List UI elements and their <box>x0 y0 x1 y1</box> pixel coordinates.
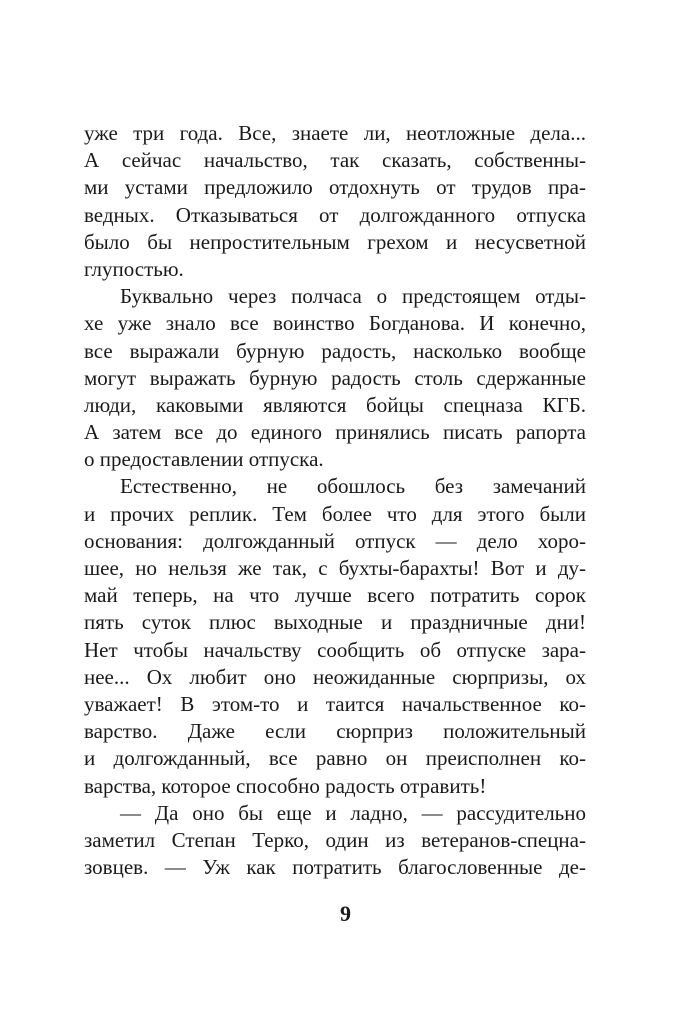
paragraph <box>84 473 586 799</box>
page-text <box>84 120 586 881</box>
text-line: ведных. Отказываться от долгожданного отпуска <box>84 202 586 227</box>
text-line: ми устами предложило отдохнуть от трудов пра- <box>84 175 586 200</box>
text-line: основания: долгожданный отпуск — дело хоро- <box>84 528 586 553</box>
text-line: варство. Даже если сюрприз положительный <box>84 719 586 744</box>
text-line: заметил Степан Терко, один из ветеранов-спецна- <box>84 827 586 852</box>
text-line: пять суток плюс выходные и праздничные дни! <box>84 610 586 635</box>
text-line: А затем все до единого принялись писать рапорта <box>84 420 586 445</box>
text-line: хе уже знало все воинство Богданова. И конечно, <box>84 311 586 336</box>
text-line: уважает! В этом-то и таится начальственное ко- <box>84 691 586 716</box>
page-number: 9 <box>340 901 351 926</box>
text-line: Естественно, не обошлось без замечаний <box>120 474 586 499</box>
text-line: глупостью. <box>84 256 184 281</box>
text-line: — Да оно бы еще и ладно, — рассудительно <box>120 800 586 825</box>
text-line: все выражали бурную радость, насколько вообще <box>84 338 586 363</box>
text-line: уже три года. Все, знаете ли, неотложные дела... <box>84 121 586 145</box>
text-line: А сейчас начальство, так сказать, собственны- <box>84 148 586 173</box>
paragraph <box>84 800 586 882</box>
text-line: зовцев. — Уж как потратить благословенные де- <box>84 855 586 880</box>
text-line: Буквально через полчаса о предстоящем отды- <box>120 284 586 309</box>
text-line: нее... Ох любит оно неожиданные сюрпризы, ох <box>84 664 586 689</box>
paragraph <box>84 283 586 473</box>
text-line: шее, но нельзя же так, с бухты-барахты! Вот и ду- <box>84 556 586 580</box>
text-line: варства, которое способно радость отравить! <box>84 773 487 798</box>
text-line: было бы непростительным грехом и несусветной <box>84 229 586 254</box>
text-line: Нет чтобы начальству сообщить об отпуске зара- <box>84 637 586 662</box>
paragraph <box>84 120 586 283</box>
text-line: и прочих реплик. Тем более что для этого были <box>84 501 586 526</box>
text-line: и долгожданный, все равно он преисполнен ко- <box>84 746 586 771</box>
text-line: могут выражать бурную радость столь сдержанные <box>84 365 586 390</box>
text-line: люди, каковыми являются бойцы спецназа КГБ. <box>84 392 586 417</box>
text-line: о предоставлении отпуска. <box>84 447 324 472</box>
text-line: май теперь, на что лучше всего потратить сорок <box>84 583 586 608</box>
